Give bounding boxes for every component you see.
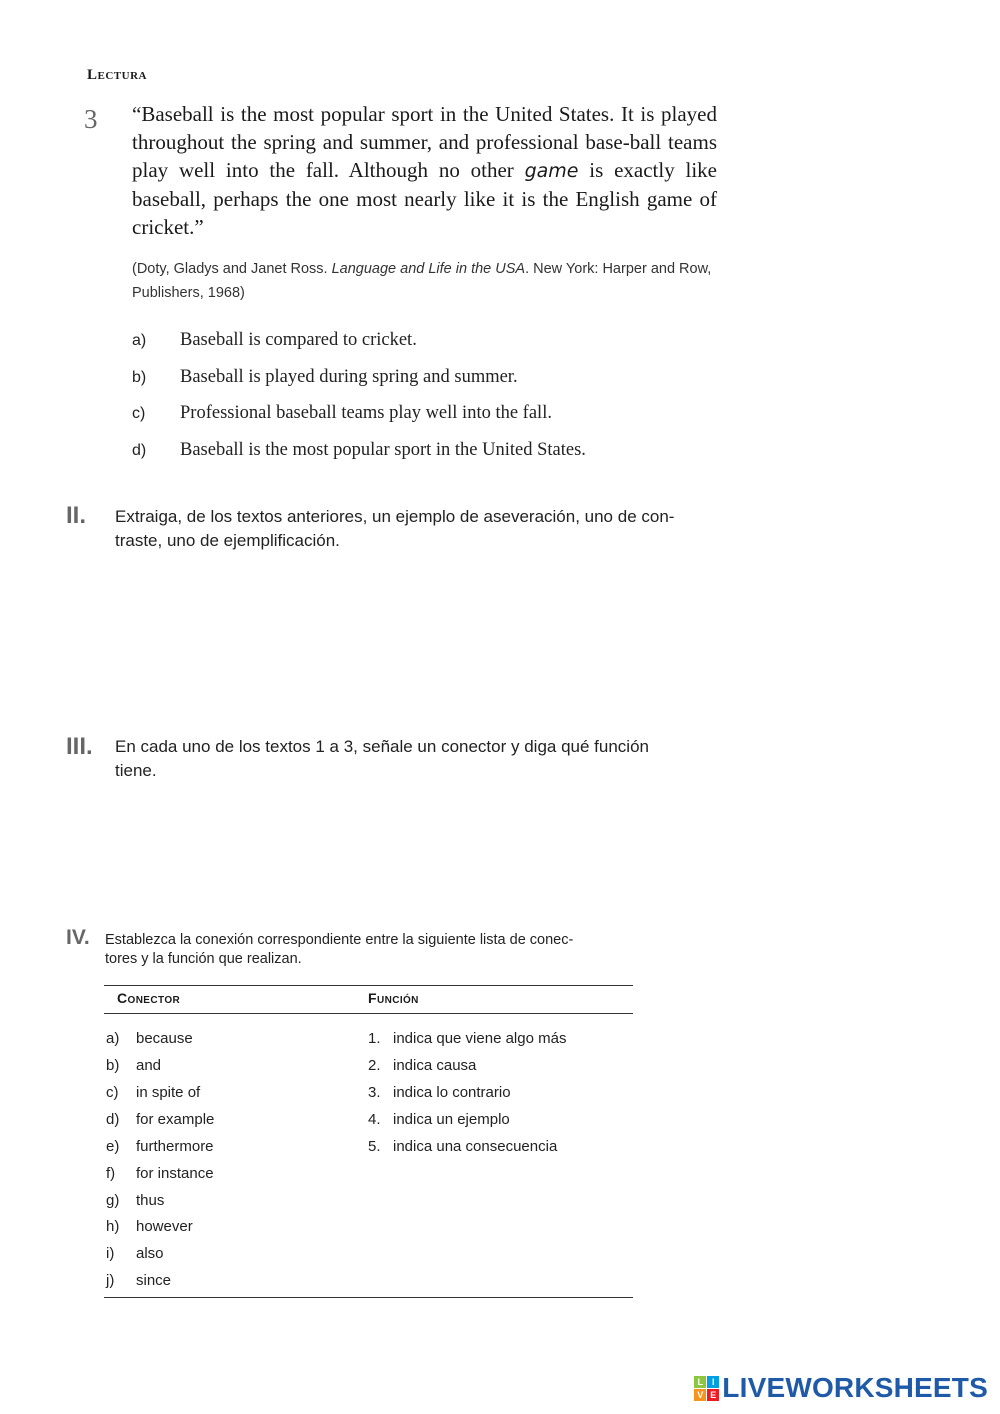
function-row-1 (368, 1030, 566, 1047)
option-c (132, 403, 552, 424)
passage-text-start: “Baseball is the most popular sport in the United States. It is played throughout the spring and summer, and professional base-ball teams play well into the fall. Although no other (132, 102, 717, 182)
logo-tile-l: L (694, 1376, 706, 1388)
connector-row-j (106, 1272, 171, 1289)
function-number: 1. (368, 1030, 381, 1047)
section-iii-line2: tiene. (115, 761, 157, 780)
option-text: Baseball is compared to cricket. (180, 330, 417, 350)
connector-text: also (136, 1245, 164, 1262)
function-text: indica una consecuencia (393, 1138, 558, 1155)
option-text: Baseball is the most popular sport in the United States. (180, 440, 586, 460)
connector-letter: d) (106, 1111, 120, 1128)
passage-emphasis: game (524, 160, 579, 182)
function-number: 2. (368, 1057, 381, 1074)
connector-letter: j) (106, 1272, 115, 1289)
section-number-ii: II. (66, 502, 87, 529)
connector-row-e (106, 1138, 214, 1155)
table-top-rule (104, 985, 633, 986)
citation (132, 257, 722, 305)
connector-text: furthermore (136, 1138, 214, 1155)
function-row-2 (368, 1057, 476, 1074)
connector-text: for example (136, 1111, 215, 1128)
connector-text: because (136, 1030, 193, 1047)
connector-row-g (106, 1192, 164, 1209)
section-iv-line2: tores y la función que realizan. (105, 951, 302, 967)
brand-name: LIVEWORKSHEETS (722, 1372, 988, 1403)
connector-letter: h) (106, 1218, 120, 1235)
option-text: Professional baseball teams play well into the fall. (180, 403, 552, 423)
section-number-iii: III. (66, 733, 93, 760)
function-text: indica que viene algo más (393, 1030, 567, 1047)
connector-row-b (106, 1057, 161, 1074)
logo-tile-e: E (707, 1389, 719, 1401)
connector-text: however (136, 1218, 193, 1235)
connector-row-c (106, 1084, 200, 1101)
connector-row-h (106, 1218, 193, 1235)
connector-letter: c) (106, 1084, 119, 1101)
section-ii-line1: Extraiga, de los textos anteriores, un ejemplo de aseveración, uno de con- (115, 507, 675, 526)
function-row-5 (368, 1138, 557, 1155)
connector-letter: a) (106, 1030, 120, 1047)
option-letter: b) (132, 369, 147, 386)
option-letter: d) (132, 442, 147, 459)
function-number: 4. (368, 1111, 381, 1128)
header-function: Función (368, 990, 419, 1006)
passage-text-end: is exactly like baseball, perhaps the one most nearly like it is the English game of cricket.” (132, 158, 717, 239)
logo-tile-v: V (694, 1389, 706, 1401)
connector-text: thus (136, 1192, 165, 1209)
function-number: 3. (368, 1084, 381, 1101)
connector-letter: f) (106, 1165, 116, 1182)
option-text: Baseball is played during spring and summer. (180, 367, 518, 387)
connector-letter: e) (106, 1138, 120, 1155)
liveworksheets-logo[interactable] (694, 1372, 988, 1404)
option-a (132, 330, 417, 351)
section-number-iv: IV. (66, 926, 90, 949)
connector-letter: g) (106, 1192, 120, 1209)
connector-row-d (106, 1111, 214, 1128)
logo-tile-i: I (707, 1376, 719, 1388)
function-text: indica lo contrario (393, 1084, 511, 1101)
citation-title: Language and Life in the USA (331, 261, 526, 277)
function-text: indica un ejemplo (393, 1111, 510, 1128)
section-heading-lectura: Lectura (87, 67, 147, 83)
function-number: 5. (368, 1138, 381, 1155)
option-b (132, 367, 518, 388)
option-letter: c) (132, 405, 146, 422)
citation-authors: (Doty, Gladys and Janet Ross. (132, 261, 332, 277)
connector-row-a (106, 1030, 193, 1047)
connector-text: for instance (136, 1165, 214, 1182)
reading-passage (132, 100, 717, 241)
table-header-rule (104, 1013, 633, 1014)
option-d (132, 440, 586, 461)
connector-row-i (106, 1245, 164, 1262)
section-iv-line1: Establezca la conexión correspondiente entre la siguiente lista de conec- (105, 932, 574, 948)
section-iii-line1: En cada uno de los textos 1 a 3, señale un conector y diga qué función (115, 737, 649, 756)
option-letter: a) (132, 332, 147, 349)
function-text: indica causa (393, 1057, 477, 1074)
function-row-4 (368, 1111, 510, 1128)
function-row-3 (368, 1084, 511, 1101)
table-bottom-rule (104, 1297, 633, 1298)
connector-row-f (106, 1165, 214, 1182)
connector-text: since (136, 1272, 172, 1289)
connector-text: and (136, 1057, 162, 1074)
connector-letter: b) (106, 1057, 120, 1074)
connector-text: in spite of (136, 1084, 201, 1101)
citation-publisher: . New York: Harper and Row, Publishers, 1968) (132, 261, 712, 301)
connector-letter: i) (106, 1245, 115, 1262)
section-ii-line2: traste, uno de ejemplificación. (115, 531, 340, 550)
header-connector: Conector (117, 990, 181, 1006)
reading-number: 3 (84, 104, 98, 134)
liveworksheets-icon (694, 1376, 718, 1400)
